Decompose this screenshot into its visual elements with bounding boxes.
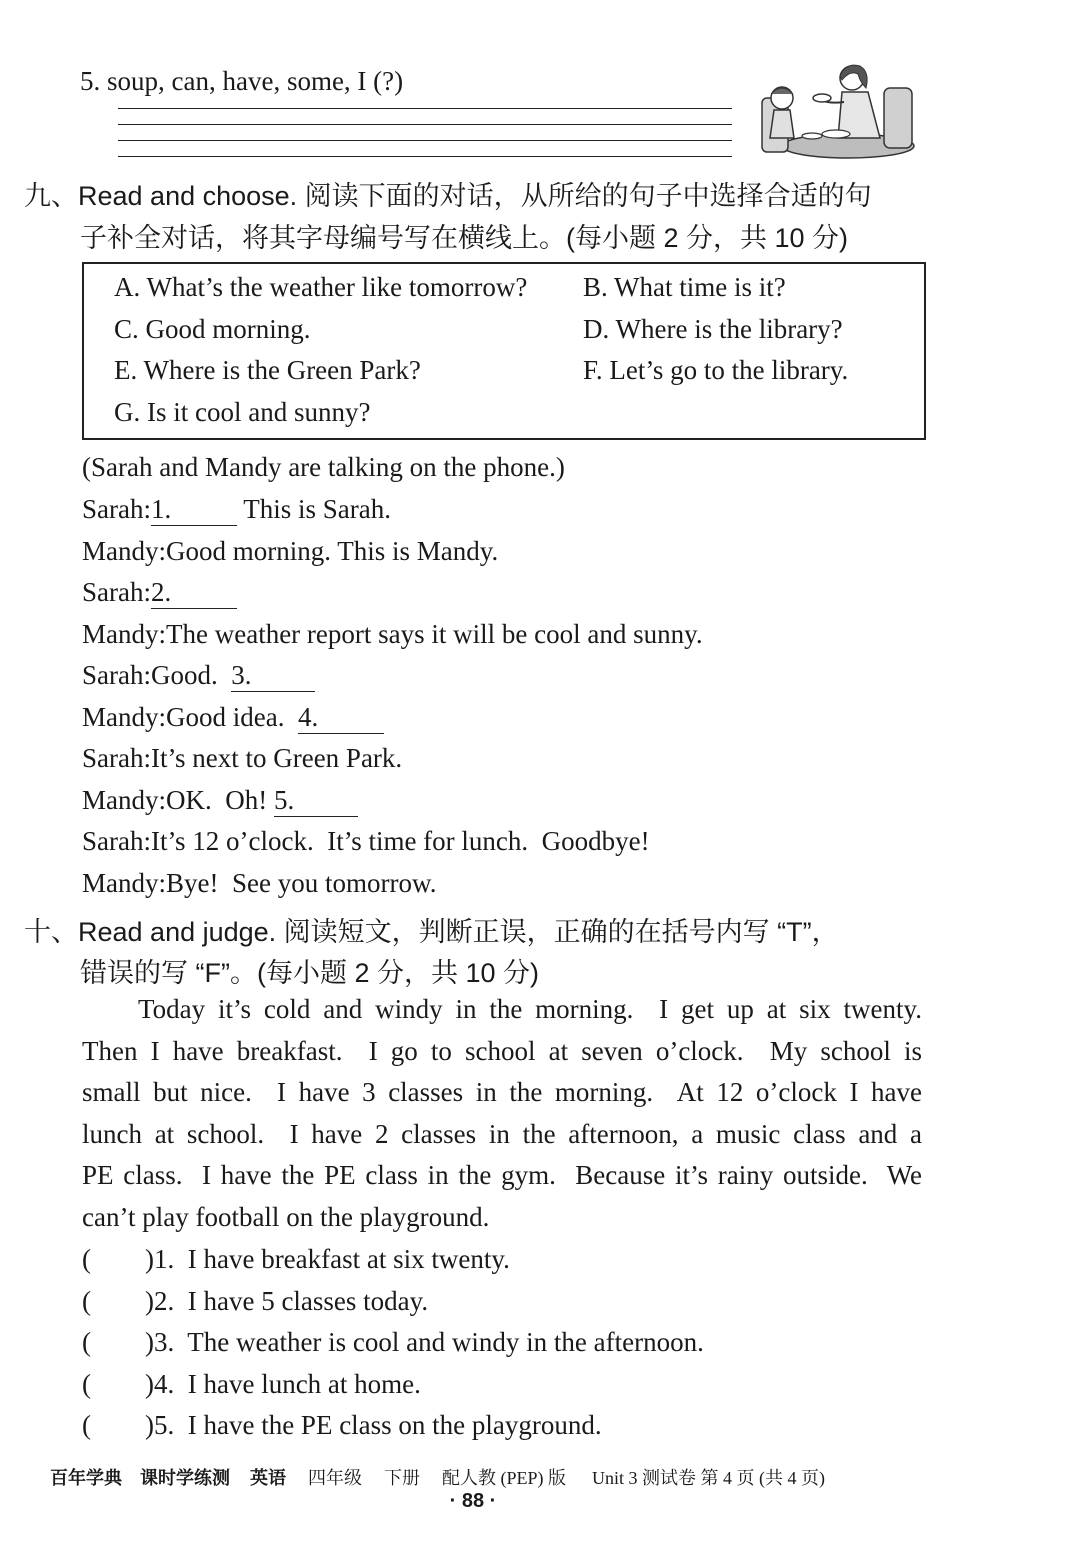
dialogue-line: Mandy:OK. Oh! 5. bbox=[82, 785, 358, 817]
answer-line bbox=[118, 124, 732, 125]
answer-blank[interactable]: 5. bbox=[274, 785, 358, 817]
speaker: Sarah: bbox=[82, 577, 151, 607]
page-number: · 88 · bbox=[449, 1490, 497, 1512]
section-10-title-cont: 错误的写 “F”。(每小题 2 分，共 10 分) bbox=[80, 958, 540, 988]
option-g: G. Is it cool and sunny? bbox=[114, 397, 371, 427]
page-footer bbox=[50, 1464, 825, 1490]
mother-child-illustration bbox=[756, 58, 916, 162]
option-e: E. Where is the Green Park? bbox=[114, 355, 421, 385]
dialogue-line: Sarah:1. This is Sarah. bbox=[82, 494, 391, 524]
dialogue-line: Mandy:Bye! See you tomorrow. bbox=[82, 868, 437, 898]
passage-line: small but nice. I have 3 classes in the morning. At 12 o’clock I have bbox=[82, 1077, 922, 1107]
speaker: Sarah: bbox=[82, 826, 151, 856]
dialogue-line: Sarah:Good. 3. bbox=[82, 660, 315, 692]
section-9-title-cont: 子补全对话，将其字母编号写在横线上。(每小题 2 分，共 10 分) bbox=[80, 223, 849, 253]
option-d: D. Where is the library? bbox=[583, 314, 843, 344]
speaker: Mandy: bbox=[82, 702, 166, 732]
dialogue-line: Sarah:It’s next to Green Park. bbox=[82, 743, 403, 773]
answer-line bbox=[118, 108, 732, 109]
dialogue-scene: (Sarah and Mandy are talking on the phone.) bbox=[82, 452, 565, 482]
speaker: Mandy: bbox=[82, 785, 166, 815]
answer-bracket[interactable]: ( ) bbox=[82, 1244, 154, 1274]
dialogue-line: Mandy:The weather report says it will be cool and sunny. bbox=[82, 619, 703, 649]
answer-line bbox=[118, 156, 732, 157]
dialogue-line: Mandy:Good idea. 4. bbox=[82, 702, 384, 734]
judge-item: ( )2. I have 5 classes today. bbox=[82, 1286, 429, 1316]
footer-series: 课时学练测 bbox=[140, 1468, 230, 1488]
option-f: F. Let’s go to the library. bbox=[583, 355, 849, 385]
passage-line: lunch at school. I have 2 classes in the afternoon, a music class and a bbox=[82, 1119, 922, 1149]
footer-grade: 四年级 bbox=[308, 1468, 362, 1488]
dialogue-line bbox=[82, 577, 237, 609]
judge-item: ( )5. I have the PE class on the playground. bbox=[82, 1410, 602, 1440]
speaker: Mandy: bbox=[82, 619, 166, 649]
passage-line: Today it’s cold and windy in the morning. I get up at six twenty. bbox=[138, 994, 922, 1024]
footer-term: 下册 bbox=[384, 1468, 420, 1488]
answer-blank[interactable]: 1. bbox=[151, 494, 237, 526]
option-c: C. Good morning. bbox=[114, 314, 311, 344]
section-10-title: 十、Read and judge. 阅读短文，判断正误，正确的在括号内写 “T”， bbox=[24, 917, 839, 947]
answer-blank[interactable]: 4. bbox=[298, 702, 384, 734]
answer-bracket[interactable]: ( ) bbox=[82, 1286, 154, 1316]
answer-line bbox=[118, 140, 732, 141]
judge-item: ( )3. The weather is cool and windy in the afternoon. bbox=[82, 1327, 704, 1357]
speaker: Mandy: bbox=[82, 536, 166, 566]
speaker: Sarah: bbox=[82, 743, 151, 773]
judge-item: ( )1. I have breakfast at six twenty. bbox=[82, 1244, 510, 1274]
speaker: Mandy: bbox=[82, 868, 166, 898]
footer-brand: 百年学典 bbox=[50, 1468, 122, 1488]
question-5: 5. soup, can, have, some, I (?) bbox=[80, 66, 404, 96]
passage-line: PE class. I have the PE class in the gym. Because it’s rainy outside. We bbox=[82, 1160, 922, 1190]
footer-edition: 配人教 (PEP) 版 bbox=[442, 1468, 567, 1488]
footer-unit: Unit 3 测试卷 第 4 页 (共 4 页) bbox=[592, 1468, 826, 1488]
answer-bracket[interactable]: ( ) bbox=[82, 1327, 154, 1357]
passage-line: Then I have breakfast. I go to school at seven o’clock. My school is bbox=[82, 1036, 922, 1066]
answer-bracket[interactable]: ( ) bbox=[82, 1369, 154, 1399]
footer-subject: 英语 bbox=[250, 1468, 286, 1488]
speaker: Sarah: bbox=[82, 660, 151, 690]
judge-item: ( )4. I have lunch at home. bbox=[82, 1369, 421, 1399]
dialogue-line: Sarah:It’s 12 o’clock. It’s time for lunch. Goodbye! bbox=[82, 826, 650, 856]
answer-blank[interactable]: 2. bbox=[151, 577, 237, 609]
answer-bracket[interactable]: ( ) bbox=[82, 1410, 154, 1440]
speaker: Sarah: bbox=[82, 494, 151, 524]
section-9-title: 九、Read and choose. 阅读下面的对话，从所给的句子中选择合适的句 bbox=[24, 181, 872, 211]
answer-blank[interactable]: 3. bbox=[231, 660, 315, 692]
dialogue-line: Mandy:Good morning. This is Mandy. bbox=[82, 536, 499, 566]
option-b: B. What time is it? bbox=[583, 272, 786, 302]
option-a: A. What’s the weather like tomorrow? bbox=[114, 272, 528, 302]
passage-line: can’t play football on the playground. bbox=[82, 1202, 490, 1232]
